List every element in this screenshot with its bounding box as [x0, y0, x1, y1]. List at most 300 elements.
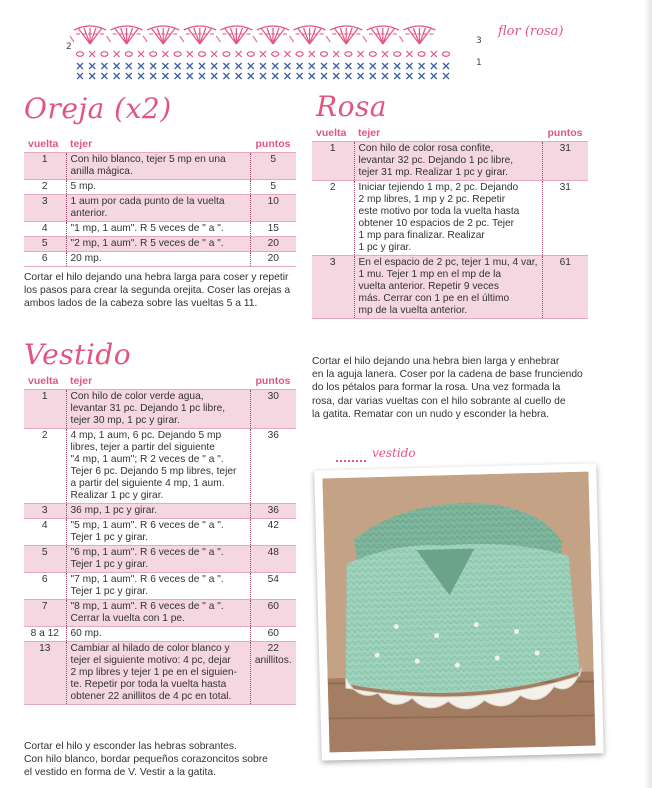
dc-stitch — [377, 28, 383, 44]
vestido-row — [24, 600, 296, 627]
vestido-row-tejer — [66, 390, 250, 429]
sc-symbol — [284, 51, 290, 57]
vestido-row-vuelta: 4 — [24, 519, 66, 546]
vestido-row-tejer-line: "7 mp, 1 aum". R 6 veces de " a ". — [70, 574, 224, 585]
sc-symbol — [101, 73, 107, 79]
vestido-row-puntos: 36 — [250, 429, 296, 504]
rosa-row-puntos: 31 — [542, 181, 588, 256]
chart-row-label-2: 2 — [66, 42, 72, 52]
vestido-row-puntos: 60 — [250, 600, 296, 627]
vestido-row-vuelta: 13 — [24, 642, 66, 705]
sc-symbol — [260, 73, 266, 79]
sc-symbol — [333, 73, 339, 79]
vestido-row-tejer — [66, 429, 250, 504]
vestido-header-tejer: tejer — [66, 373, 250, 390]
rosa-header-vuelta: vuelta — [312, 125, 354, 142]
vestido-row-puntos: 48 — [250, 546, 296, 573]
vestido-row — [24, 573, 296, 600]
vestido-row-tejer-line: Tejer 1 pc y girar. — [70, 532, 149, 543]
dc-stitch — [230, 28, 236, 44]
dc-stitch — [84, 28, 90, 44]
rosa-row-tejer-line: Con hilo de color rosa confite, — [358, 143, 494, 154]
vestido-row-tejer-line: 2 mp libres y tejer 1 pe en el siguien- — [70, 667, 237, 678]
vestido-photo — [314, 463, 603, 760]
sc-symbol — [309, 63, 315, 69]
dc-stitch — [78, 28, 90, 44]
vestido-note-line: Cortar el hilo y esconder las hebras sobrantes. — [24, 741, 237, 752]
oreja-row-tejer — [66, 222, 250, 237]
chain-symbol — [174, 52, 181, 57]
sc-symbol — [382, 51, 388, 57]
rosa-row-tejer-line: 1 pc y girar. — [358, 242, 412, 253]
dc-stitch — [224, 28, 236, 44]
vestido-row — [24, 642, 296, 705]
sc-symbol — [272, 73, 278, 79]
sc-symbol — [175, 73, 181, 79]
dc-stitch — [127, 28, 139, 44]
sc-symbol — [382, 73, 388, 79]
oreja-row-puntos: 5 — [250, 153, 296, 180]
hdc-stitch — [253, 36, 257, 42]
vestido-row-tejer-line: tejer 30 mp, 1 pc y girar. — [70, 415, 180, 426]
sc-symbol — [406, 63, 412, 69]
oreja-row-tejer — [66, 252, 250, 267]
sc-symbol — [419, 63, 425, 69]
dc-stitch — [163, 28, 169, 44]
chart-row-label-1: 1 — [476, 58, 482, 68]
sc-symbol — [309, 51, 315, 57]
rosa-row — [312, 256, 588, 319]
sc-symbol — [248, 73, 254, 79]
sc-symbol — [358, 63, 364, 69]
rosa-row-tejer-line: mp de la vuelta anterior. — [358, 305, 468, 316]
oreja-row-tejer-line: 1 aum por cada punto de la vuelta — [70, 196, 225, 207]
vestido-note-line: Con hilo blanco, bordar pequeños corazoncitos sobre — [24, 754, 268, 766]
sc-symbol — [187, 73, 193, 79]
vestido-row-tejer-line: te. Repetir por toda la vuelta hasta — [70, 679, 227, 690]
vestido-row-puntos: 36 — [250, 504, 296, 519]
vestido-row-puntos: 60 — [250, 627, 296, 642]
sc-symbol — [309, 73, 315, 79]
vestido-row-tejer-line: "8 mp, 1 aum". R 6 veces de " a ". — [70, 601, 224, 612]
vestido-row-tejer — [66, 600, 250, 627]
hdc-stitch — [216, 36, 220, 42]
sc-symbol — [89, 63, 95, 69]
sc-symbol — [358, 73, 364, 79]
rosa-header-tejer: tejer — [354, 125, 542, 142]
sc-symbol — [394, 63, 400, 69]
sc-symbol — [77, 73, 83, 79]
vestido-table — [24, 373, 296, 705]
dc-stitch — [273, 28, 285, 44]
vestido-row-tejer-line: Cambiar al hilado de color blanco y — [70, 643, 230, 654]
rosa-header-puntos: puntos — [542, 125, 588, 142]
dc-stitch — [188, 28, 200, 44]
oreja-row-tejer-line: Con hilo blanco, tejer 5 mp en una — [70, 154, 226, 165]
sc-symbol — [260, 51, 266, 57]
hdc-stitch — [107, 36, 111, 42]
dc-stitch — [310, 28, 316, 44]
sc-symbol — [272, 63, 278, 69]
chain-symbol — [125, 52, 132, 57]
chain-symbol — [345, 52, 352, 57]
oreja-row — [24, 180, 296, 195]
rosa-row-vuelta: 1 — [312, 142, 354, 181]
sc-symbol — [223, 73, 229, 79]
sc-symbol — [114, 73, 120, 79]
hdc-stitch — [290, 36, 294, 42]
dc-stitch — [310, 28, 322, 44]
sc-symbol — [101, 63, 107, 69]
vestido-row-tejer — [66, 642, 250, 705]
rosa-row-puntos: 31 — [542, 142, 588, 181]
oreja-row-tejer-line: "1 mp, 1 aum". R 5 veces de " a ". — [70, 223, 224, 234]
oreja-note-line: Cortar el hilo dejando una hebra larga para coser y repetir — [24, 272, 289, 283]
sc-symbol — [321, 73, 327, 79]
rosa-row-tejer-line: 1 mu. Tejer 1 mp en el mp de la — [358, 269, 502, 280]
chain-symbol — [77, 52, 84, 57]
sc-symbol — [406, 51, 412, 57]
vestido-row-tejer-line: Con hilo de color verde agua, — [70, 391, 204, 402]
vestido-row — [24, 627, 296, 642]
dc-stitch — [273, 28, 279, 44]
dc-stitch — [236, 28, 248, 44]
sc-symbol — [345, 63, 351, 69]
crochet-symbols — [70, 26, 450, 79]
rosa-row-puntos: 61 — [542, 256, 588, 319]
dc-stitch — [200, 28, 212, 44]
sc-symbol — [126, 63, 132, 69]
sc-symbol — [419, 73, 425, 79]
oreja-row-vuelta: 1 — [24, 153, 66, 180]
rosa-row-tejer-line: 1 mp para finalizar. Realizar — [358, 230, 485, 241]
oreja-row-tejer-line: 5 mp. — [70, 181, 96, 192]
sc-symbol — [187, 51, 193, 57]
rosa-row-vuelta: 2 — [312, 181, 354, 256]
rosa-header-row — [312, 125, 588, 142]
sc-symbol — [211, 51, 217, 57]
vestido-row-tejer — [66, 546, 250, 573]
flor-label: flor (rosa) — [498, 24, 564, 39]
dc-stitch — [340, 28, 346, 44]
vestido-row-tejer — [66, 504, 250, 519]
sc-symbol — [150, 73, 156, 79]
vestido-row — [24, 504, 296, 519]
photo-caption: vestido — [372, 446, 416, 460]
rosa-row-tejer-line: este motivo por toda la vuelta hasta — [358, 206, 520, 217]
sc-symbol — [162, 63, 168, 69]
oreja-row-vuelta: 2 — [24, 180, 66, 195]
vestido-row-vuelta: 8 a 12 — [24, 627, 66, 642]
vestido-row-puntos: 22 anillitos. — [250, 642, 296, 705]
hdc-stitch — [180, 36, 184, 42]
dc-stitch — [413, 28, 419, 44]
photo-image — [322, 472, 595, 753]
vestido-row-tejer-line: obtener 22 anillitos de 4 pc en total. — [70, 691, 232, 702]
vestido-row-tejer-line: Tejer 6 pc. Dejando 5 mp libres, tejer — [70, 466, 237, 477]
oreja-row-vuelta: 6 — [24, 252, 66, 267]
dc-stitch — [115, 28, 127, 44]
rosa-row-tejer-line: En el espacio de 2 pc, tejer 1 mu, 4 var, — [358, 257, 538, 268]
dc-stitch — [261, 28, 273, 44]
oreja-row — [24, 252, 296, 267]
chart-row-label-3: 3 — [476, 36, 482, 46]
sc-symbol — [77, 63, 83, 69]
vestido-row — [24, 519, 296, 546]
dc-stitch — [236, 28, 242, 44]
rosa-note — [312, 355, 588, 421]
vestido-row-tejer-line: libres, tejer a partir del siguiente — [70, 442, 215, 453]
vestido-row-tejer-line: 4 mp, 1 aum, 6 pc. Dejando 5 mp — [70, 430, 222, 441]
oreja-row-puntos: 10 — [250, 195, 296, 222]
oreja-row — [24, 222, 296, 237]
sc-symbol — [138, 51, 144, 57]
oreja-row-puntos: 20 — [250, 237, 296, 252]
dc-stitch — [163, 28, 175, 44]
rosa-row-tejer — [354, 256, 542, 319]
sc-symbol — [284, 63, 290, 69]
chain-symbol — [101, 52, 108, 57]
vestido-row-tejer — [66, 519, 250, 546]
caption-dots — [336, 460, 366, 462]
chain-symbol — [369, 52, 376, 57]
oreja-note — [24, 271, 298, 311]
sc-symbol — [89, 51, 95, 57]
hdc-stitch — [363, 36, 367, 42]
oreja-row-tejer — [66, 180, 250, 195]
sc-symbol — [431, 63, 437, 69]
sc-symbol — [443, 63, 449, 69]
chain-symbol — [247, 52, 254, 57]
rosa-row-vuelta: 3 — [312, 256, 354, 319]
dc-stitch — [151, 28, 163, 44]
vestido-row-tejer-line: "6 mp, 1 aum". R 6 veces de " a ". — [70, 547, 224, 558]
oreja-row — [24, 195, 296, 222]
chain-symbol — [199, 52, 206, 57]
dc-stitch — [127, 28, 133, 44]
rosa-row-tejer-line: levantar 32 pc. Dejando 1 pc libre, — [358, 155, 514, 166]
sc-symbol — [199, 63, 205, 69]
oreja-title: Oreja (x2) — [24, 92, 172, 125]
dc-stitch — [267, 28, 273, 44]
rosa-row-tejer-line: tejer 31 mp. Realizar 1 pc y girar. — [358, 167, 508, 178]
vestido-row-tejer-line: "5 mp, 1 aum". R 6 veces de " a ". — [70, 520, 224, 531]
rosa-row-tejer — [354, 181, 542, 256]
sc-symbol — [114, 51, 120, 57]
dc-stitch — [371, 28, 383, 44]
vestido-note-line: el vestido en forma de V. Vestir a la gatita. — [24, 767, 216, 779]
sc-symbol — [394, 73, 400, 79]
sc-symbol — [443, 73, 449, 79]
dc-stitch — [121, 28, 127, 44]
oreja-row-tejer — [66, 153, 250, 180]
vestido-row-tejer-line: "4 mp, 1 aum"; R 2 veces de " a ". — [70, 454, 224, 465]
oreja-header-tejer: tejer — [66, 136, 250, 153]
oreja-row-puntos: 20 — [250, 252, 296, 267]
vestido-row-vuelta: 2 — [24, 429, 66, 504]
vestido-row — [24, 390, 296, 429]
sc-symbol — [162, 73, 168, 79]
sc-symbol — [248, 63, 254, 69]
dc-stitch — [383, 28, 389, 44]
oreja-row-tejer — [66, 195, 250, 222]
chain-symbol — [296, 52, 303, 57]
rosa-row-tejer-line: obtener 10 espacios de 2 pc. Tejer — [358, 218, 515, 229]
rosa-note-line: rosa, dar varias vueltas con el hilo sobrante al cuello de — [312, 395, 566, 407]
vestido-row-tejer-line: 60 mp. — [70, 628, 102, 639]
dc-stitch — [298, 28, 310, 44]
vestido-row-puntos: 30 — [250, 390, 296, 429]
vestido-row-vuelta: 6 — [24, 573, 66, 600]
sc-symbol — [236, 63, 242, 69]
sc-symbol — [126, 73, 132, 79]
oreja-header-row — [24, 136, 296, 153]
chain-symbol — [418, 52, 425, 57]
chain-symbol — [150, 52, 157, 57]
chain-symbol — [394, 52, 401, 57]
sc-symbol — [406, 73, 412, 79]
vestido-row — [24, 546, 296, 573]
oreja-row-tejer-line: anilla mágica. — [70, 166, 133, 177]
sc-symbol — [431, 73, 437, 79]
rosa-row — [312, 181, 588, 256]
rosa-row-tejer — [354, 142, 542, 181]
rosa-row-tejer-line: más. Cerrar con 1 pe en el último — [358, 293, 510, 304]
vestido-row-tejer-line: Cerrar la vuelta con 1 pe. — [70, 613, 185, 624]
dc-stitch — [157, 28, 163, 44]
oreja-row-tejer-line: 20 mp. — [70, 253, 102, 264]
oreja-row-tejer-line: anterior. — [70, 208, 108, 219]
dc-stitch — [346, 28, 358, 44]
dc-stitch — [419, 28, 425, 44]
hdc-stitch — [326, 36, 330, 42]
vestido-row-tejer-line: Realizar 1 pc y girar. — [70, 490, 164, 501]
vestido-header-puntos: puntos — [250, 373, 296, 390]
sc-symbol — [284, 73, 290, 79]
rosa-title: Rosa — [316, 90, 388, 123]
hdc-stitch — [143, 36, 147, 42]
sc-symbol — [333, 51, 339, 57]
oreja-row-puntos: 5 — [250, 180, 296, 195]
oreja-note-line: los pasos para crear la segunda orejita. Coser las orejas a — [24, 285, 291, 297]
rosa-row-tejer-line: 2 mp libres, 1 mp y 2 pc. Repetir — [358, 194, 506, 205]
sc-symbol — [345, 73, 351, 79]
dc-stitch — [383, 28, 395, 44]
oreja-row — [24, 153, 296, 180]
oreja-row — [24, 237, 296, 252]
oreja-header-puntos: puntos — [250, 136, 296, 153]
dc-stitch — [200, 28, 206, 44]
sc-symbol — [175, 63, 181, 69]
rosa-note-line: en la aguja lanera. Coser por la cadena de base frunciendo — [312, 369, 583, 381]
crochet-chart — [60, 12, 490, 84]
vestido-row-vuelta: 5 — [24, 546, 66, 573]
sc-symbol — [236, 51, 242, 57]
rosa-note-line: la gatita. Rematar con un nudo y esconder la hebra. — [312, 408, 549, 420]
sc-symbol — [297, 63, 303, 69]
vestido-row-tejer — [66, 627, 250, 642]
chain-symbol — [321, 52, 328, 57]
oreja-row-puntos: 15 — [250, 222, 296, 237]
vestido-row-tejer-line: 36 mp, 1 pc y girar. — [70, 505, 158, 516]
rosa-row-tejer-line: Iniciar tejiendo 1 mp, 2 pc. Dejando — [358, 182, 519, 193]
knitted-dress-illustration — [322, 472, 595, 753]
rosa-note-line: Cortar el hilo dejando una hebra bien larga y enhebrar — [312, 356, 560, 367]
dc-stitch — [90, 28, 96, 44]
sc-symbol — [114, 63, 120, 69]
vestido-row-tejer-line: Tejer 1 pc y girar. — [70, 559, 149, 570]
vestido-row-puntos: 54 — [250, 573, 296, 600]
vestido-row-tejer-line: Tejer 1 pc y girar. — [70, 586, 149, 597]
dc-stitch — [407, 28, 419, 44]
sc-symbol — [150, 63, 156, 69]
vestido-row-vuelta: 1 — [24, 390, 66, 429]
dc-stitch — [346, 28, 352, 44]
sc-symbol — [89, 73, 95, 79]
sc-symbol — [358, 51, 364, 57]
sc-symbol — [199, 73, 205, 79]
vestido-row-vuelta: 7 — [24, 600, 66, 627]
sc-symbol — [297, 73, 303, 79]
rosa-row — [312, 142, 588, 181]
vestido-row-tejer — [66, 573, 250, 600]
sc-symbol — [236, 73, 242, 79]
dc-stitch — [90, 28, 102, 44]
chain-symbol — [223, 52, 230, 57]
oreja-note-line: ambos lados de la cabeza sobre las vueltas 5 a 11. — [24, 298, 258, 310]
vestido-note — [24, 740, 298, 780]
oreja-row-tejer-line: "2 mp, 1 aum". R 5 veces de " a ". — [70, 238, 224, 249]
rosa-row-tejer-line: vuelta anterior. Repetir 9 veces — [358, 281, 499, 292]
oreja-row-vuelta: 3 — [24, 195, 66, 222]
oreja-table — [24, 136, 296, 267]
sc-symbol — [260, 63, 266, 69]
oreja-row-vuelta: 5 — [24, 237, 66, 252]
sc-symbol — [370, 63, 376, 69]
sc-symbol — [211, 63, 217, 69]
sc-symbol — [138, 63, 144, 69]
page-edge — [644, 0, 652, 788]
vestido-row-puntos: 42 — [250, 519, 296, 546]
vestido-header-row — [24, 373, 296, 390]
sc-symbol — [382, 63, 388, 69]
sc-symbol — [431, 51, 437, 57]
chain-symbol — [272, 52, 279, 57]
dc-stitch — [334, 28, 346, 44]
dc-stitch — [419, 28, 431, 44]
hdc-stitch — [399, 36, 403, 42]
vestido-row-tejer-line: a partir del siguiente 4 mp, 1 aum. — [70, 478, 225, 489]
vestido-header-vuelta: vuelta — [24, 373, 66, 390]
rosa-note-line: do los pétalos para formar la rosa. Una vez formada la — [312, 382, 561, 394]
vestido-row-tejer-line: levantar 31 pc. Dejando 1 pc libre, — [70, 403, 226, 414]
sc-symbol — [138, 73, 144, 79]
sc-symbol — [162, 51, 168, 57]
sc-symbol — [333, 63, 339, 69]
vestido-title: Vestido — [24, 338, 132, 371]
oreja-row-tejer — [66, 237, 250, 252]
oreja-row-vuelta: 4 — [24, 222, 66, 237]
rosa-table — [312, 125, 588, 319]
vestido-row-vuelta: 3 — [24, 504, 66, 519]
dc-stitch — [304, 28, 310, 44]
sc-symbol — [321, 63, 327, 69]
dc-stitch — [194, 28, 200, 44]
sc-symbol — [211, 73, 217, 79]
vestido-row — [24, 429, 296, 504]
chain-symbol — [443, 52, 450, 57]
sc-symbol — [370, 73, 376, 79]
